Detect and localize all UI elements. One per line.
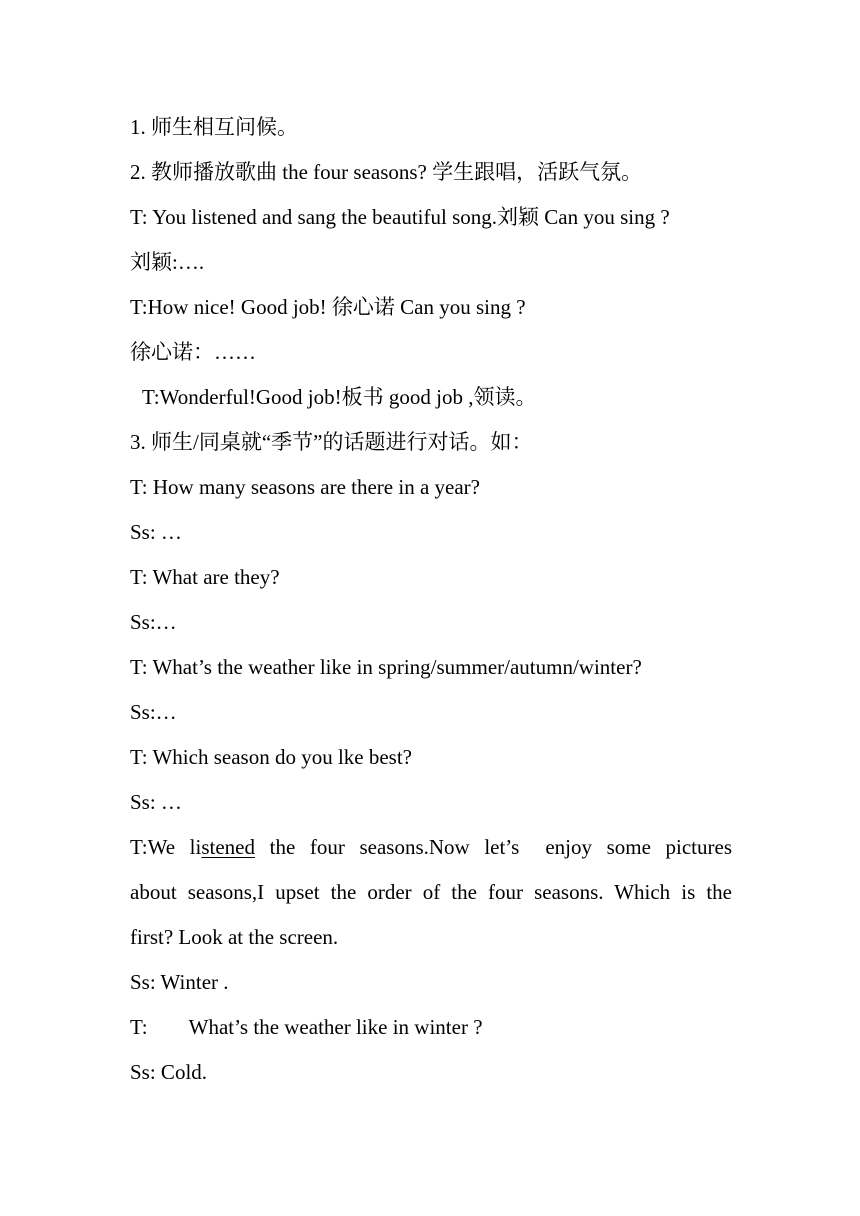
dialogue-line: 徐心诺：…… (130, 340, 256, 364)
dialogue-line: T: You listened and sang the beautiful song.刘颖 Can you sing ? (130, 205, 670, 229)
step-2-song: 2. 教师播放歌曲 the four seasons? 学生跟唱，活跃气氛。 (130, 160, 643, 184)
dialogue-line: Ss: Cold. (130, 1060, 208, 1084)
dialogue-line: T:How nice! Good job! 徐心诺 Can you sing ? (130, 295, 526, 319)
question-text: What’s the weather like in winter ? (188, 1015, 483, 1039)
dialogue-line: T:Wonderful!Good job!板书 good job ,领读。 (142, 385, 537, 409)
dialogue-line: T: How many seasons are there in a year? (130, 475, 480, 499)
underlined-word: stened (201, 835, 256, 859)
dialogue-line: 刘颖:…. (130, 250, 205, 274)
paragraph-line: first? Look at the screen. (130, 925, 339, 949)
dialogue-line (130, 1005, 732, 1050)
dialogue-line: Ss:… (130, 700, 177, 724)
dialogue-line: T: What’s the weather like in spring/summer/autumn/winter? (130, 655, 642, 679)
dialogue-line: Ss:… (130, 610, 177, 634)
paragraph-line: about seasons,I upset the order of the four seasons. Which is the (130, 880, 732, 904)
step-1-greeting: 1. 师生相互问候。 (130, 115, 298, 139)
lesson-text (130, 105, 732, 1095)
dialogue-line: T: Which season do you lke best? (130, 745, 413, 769)
speaker-label: T: (130, 1015, 148, 1039)
paragraph-line (130, 825, 732, 870)
dialogue-line: Ss: Winter . (130, 970, 229, 994)
dialogue-line: Ss: … (130, 520, 182, 544)
paragraph-text: T:We li (130, 835, 202, 859)
step-3-topic: 3. 师生/同桌就“季节”的话题进行对话。如： (130, 430, 533, 454)
dialogue-line: T: What are they? (130, 565, 280, 589)
dialogue-line: Ss: … (130, 790, 182, 814)
paragraph-text: enjoy some pictures (545, 835, 732, 859)
paragraph-text: the four seasons.Now let’s (255, 835, 520, 859)
